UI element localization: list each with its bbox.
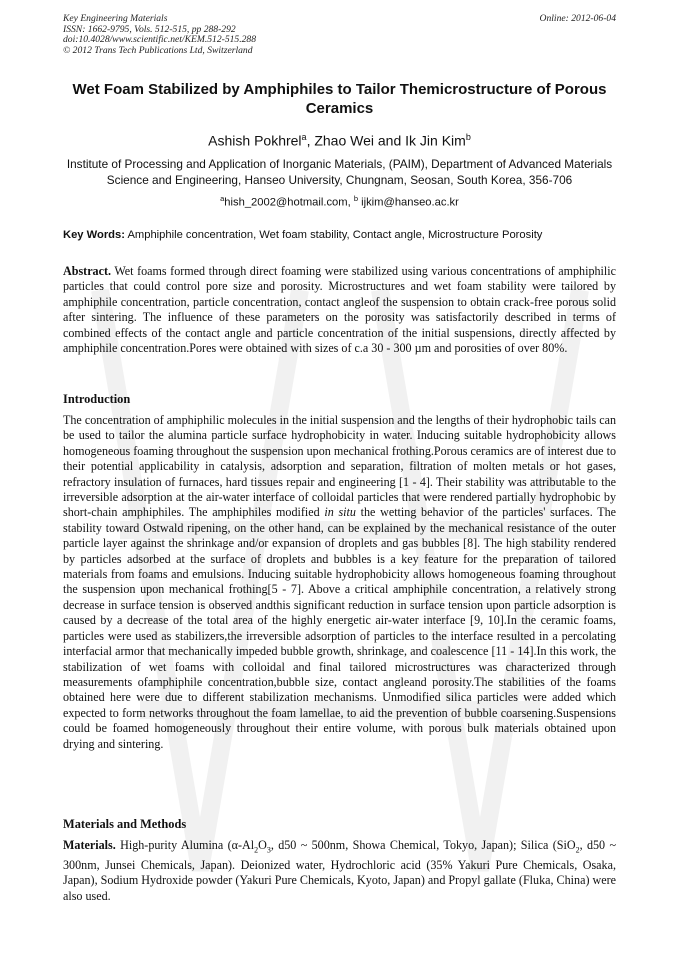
author-1-sup: a: [301, 132, 307, 142]
authors-rest: , Zhao Wei and Ik Jin Kim: [306, 132, 466, 149]
journal-header: [63, 14, 616, 56]
sub-3: 2: [575, 845, 580, 855]
introduction-italic: in situ: [324, 505, 356, 520]
abstract-label: Abstract.: [63, 264, 112, 278]
introduction-heading: Introduction: [63, 392, 131, 406]
materials-label: Materials.: [63, 838, 116, 852]
introduction-body: [63, 413, 616, 752]
paper-title: Wet Foam Stabilized by Amphiphiles to Tailor Themicrostructure of Porous Ceramics: [72, 81, 607, 117]
materials-methods-heading: Materials and Methods: [63, 817, 187, 831]
doi-line: doi:10.4028/www.scientific.net/KEM.512-515.288: [63, 34, 257, 46]
online-date: Online: 2012-06-04: [539, 13, 616, 24]
introduction-text-2: the wetting behavior of the particles' surfaces. The stability toward Ostwald ripening, on the other hand, can be explained by the mechanical resistance of the outer particle layer against the shrinkage and/or expansion of droplets and gas bubbles [8]. The high stability rendered by particles adsorbed at the surface of droplets and bubbles is a key feature for the preparation of tailored materials from foams and emulsions. Inducing suitable hydrophobicity allows homogeneous foaming throughout the suspension upon mechanical frothing[5 - 7]. Above a critical amphiphile concentration, a relatively strong decrease in surface tension is observed andthis significant reduction in surface tension upon particle adsorption is caused by a decrease of the total area of the highly energetic air-water interface [9, 10].In the ceramic foams, particles were used as stabilizers,the irreversible adsorption of particles to the interface resulted in a percolating interfacial armor that mechanically impeded bubble growth, shrinkage, and coalescence [11 - 14].In this work, the stabilization of wet foams with colloidal and final tailored microstructures was characterized through measurements ofamphiphile concentration,bubble size, contact angleand porosity.The stabilities of the foams obtained here were due to different stabilization mechanisms. Unmodified silica particles were added which expected to form networks throughout the foam lamellae, to aid the prevention of bubble coarsening.Suspensions could be foamed homogeneously throughout their entire volume, with porous bulk materials obtained upon drying and sintering.: [63, 505, 617, 751]
materials-text-2: O: [258, 838, 267, 852]
email-a[interactable]: hish_2002@hotmail.com,: [224, 196, 354, 209]
author-3-sup: b: [465, 132, 471, 142]
keywords-label: Key Words:: [63, 229, 125, 241]
materials-paragraph: [63, 838, 616, 904]
email-a-sup: a: [220, 194, 225, 203]
authors-line: [63, 132, 616, 149]
introduction-text-1: The concentration of amphiphilic molecules in the initial suspension and the lengths of their hydrophobic tails can be used to tailor the alumina particle surface hydrophobicity in water. Inducing suitable hydrophobicity allows homogeneous foaming throughout the suspension upon mechanical frothing.Porous ceramics are of interest due to their potential applicability in catalysis, adsorption and separation, filtration of molten metals or hot gases, refractory insulation of furnaces, hard tissues repair and engineering [1 - 4]. Their stability was attributable to the irreversible adsorption at the air-water interface of colloidal particles that were rendered partially hydrophobic by short-chain amphiphiles. The amphiphiles modified: [63, 413, 616, 520]
journal-name: Key Engineering Materials: [63, 13, 168, 24]
author-1: Ashish Pokhrel: [208, 132, 302, 149]
email-b[interactable]: ijkim@hanseo.ac.kr: [357, 196, 459, 209]
abstract: [63, 264, 616, 356]
affiliation: Institute of Processing and Application of Inorganic Materials, (PAIM), Department of Advanced Materials Science and Engineering, Hanseo University, Chungnam, Seosan, South Korea, 356-706: [66, 157, 613, 187]
keywords: [63, 229, 623, 241]
keywords-text: Amphiphile concentration, Wet foam stability, Contact angle, Microstructure Porosity: [124, 229, 543, 241]
abstract-text: Wet foams formed through direct foaming were stabilized using various concentrations of amphiphilic particles that could control pore size and porosity. Microstructures and wet foam stability were tailored by amphiphile concentration, particle concentration, contact angleof the suspension to obtain crack-free porous solid after sintering. The influence of these parameters on the porosity was satisfactorily described in terms of combined effects of the contact angle and particle concentration of the initial suspensions, directly affected by amphiphile concentration.Pores were obtained with sizes of c.a 30 - 300 µm and porosities of over 80%.: [63, 264, 616, 356]
email-b-sup: b: [353, 194, 358, 203]
copyright-line: © 2012 Trans Tech Publications Ltd, Switzerland: [63, 44, 253, 56]
issn-line: ISSN: 1662-9795, Vols. 512-515, pp 288-292: [63, 23, 236, 35]
materials-text-1: High-purity Alumina (α-Al: [115, 838, 255, 852]
sub-2: 3: [266, 845, 271, 855]
emails-line: [63, 194, 616, 209]
materials-text-4: , d50 ~ 300nm, Junsei Chemicals, Japan). Deionized water, Hydrochloric acid (35% Yakuri Pure Chemicals, Osaka, Japan), Sodium Hydroxide powder (Yakuri Pure Chemicals, Kyoto, Japan) and Propyl gallate (Fluka, China) were also used.: [63, 838, 616, 903]
sub-1: 2: [254, 845, 259, 855]
materials-text-3: , d50 ~ 500nm, Showa Chemical, Tokyo, Japan); Silica (SiO: [270, 838, 576, 852]
